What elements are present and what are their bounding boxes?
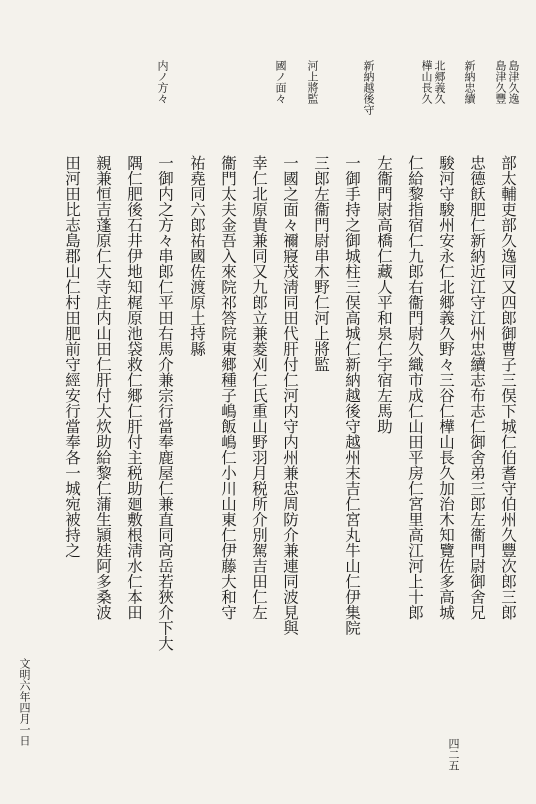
text-column-8: 一國之面々禰寢茂淸同田代肝付仁河内守内州兼忠周防介兼連同波見與	[281, 155, 299, 636]
text-column-14: 親兼恒吉蓬原仁大寺庄内山田仁肝付大炊助給黎仁蒲生頴娃阿多桑波	[94, 155, 112, 620]
text-column-15: 田河田比志島郡山仁村田肥前守經安行當奉各一城宛被持之	[63, 155, 81, 558]
text-column-2: 忠德飫肥仁新納近江守江州忠續志布志仁御舍弟三郎左衞門尉御舍兄	[468, 155, 486, 620]
text-column-1: 部太輔吏部久逸同又四郎御曹子三俣下城仁伯耆守伯州久豐次郎三郎	[499, 155, 517, 620]
header-line-8: 國ノ面々	[274, 60, 287, 104]
text-column-10: 衞門太夫金吾入來院祁答院東郷種子嶋飯嶋仁小川山東仁伊藤大和守	[219, 155, 237, 620]
header-line-4: 北郷義久	[433, 60, 446, 104]
text-column-7: 三郎左衞門尉串木野仁河上將監	[312, 155, 330, 372]
text-column-3: 駿河守駿州安永仁北郷義久野々三谷仁樺山長久加治木知覽佐多高城	[437, 155, 455, 620]
header-line-3: 新納忠續	[463, 60, 476, 104]
text-column-9: 幸仁北原貴兼同又九郎立兼菱刈仁氏重山野羽月税所介別駕吉田仁左	[250, 155, 268, 620]
text-column-11: 祐堯同六郎祐國佐渡原土持縣	[188, 155, 206, 357]
header-line-2: 島津久豐	[494, 60, 507, 104]
document-date: 文明六年四月一日	[18, 658, 31, 746]
text-column-4: 仁給黎指宿仁九郎右衞門尉久織市成仁山田平房仁宮里高江河上十郎	[406, 155, 424, 620]
text-column-13: 隅仁肥後石井伊地知梶原池袋救仁郷仁肝付主税助廻敷根淸水仁本田	[125, 155, 143, 620]
header-line-6: 新納越後守	[362, 60, 375, 115]
header-line-5: 樺山長久	[420, 60, 433, 104]
header-line-1: 島津久逸	[507, 60, 520, 104]
header-line-9: 内ノ方々	[156, 60, 169, 104]
text-column-5: 左衞門尉高橋仁藏人平和泉仁宇宿左馬助	[375, 155, 393, 434]
page-number: 四二五	[447, 738, 460, 771]
header-line-7: 河上將監	[306, 60, 319, 104]
text-column-6: 一御手持之御城柱三俣高城仁新納越後守越州末吉仁宮丸牛山仁伊集院	[343, 155, 361, 636]
text-column-12: 一御内之方々串郎仁平田右馬介兼宗行當奉鹿屋仁兼直同高岳若狹介下大	[156, 155, 174, 651]
